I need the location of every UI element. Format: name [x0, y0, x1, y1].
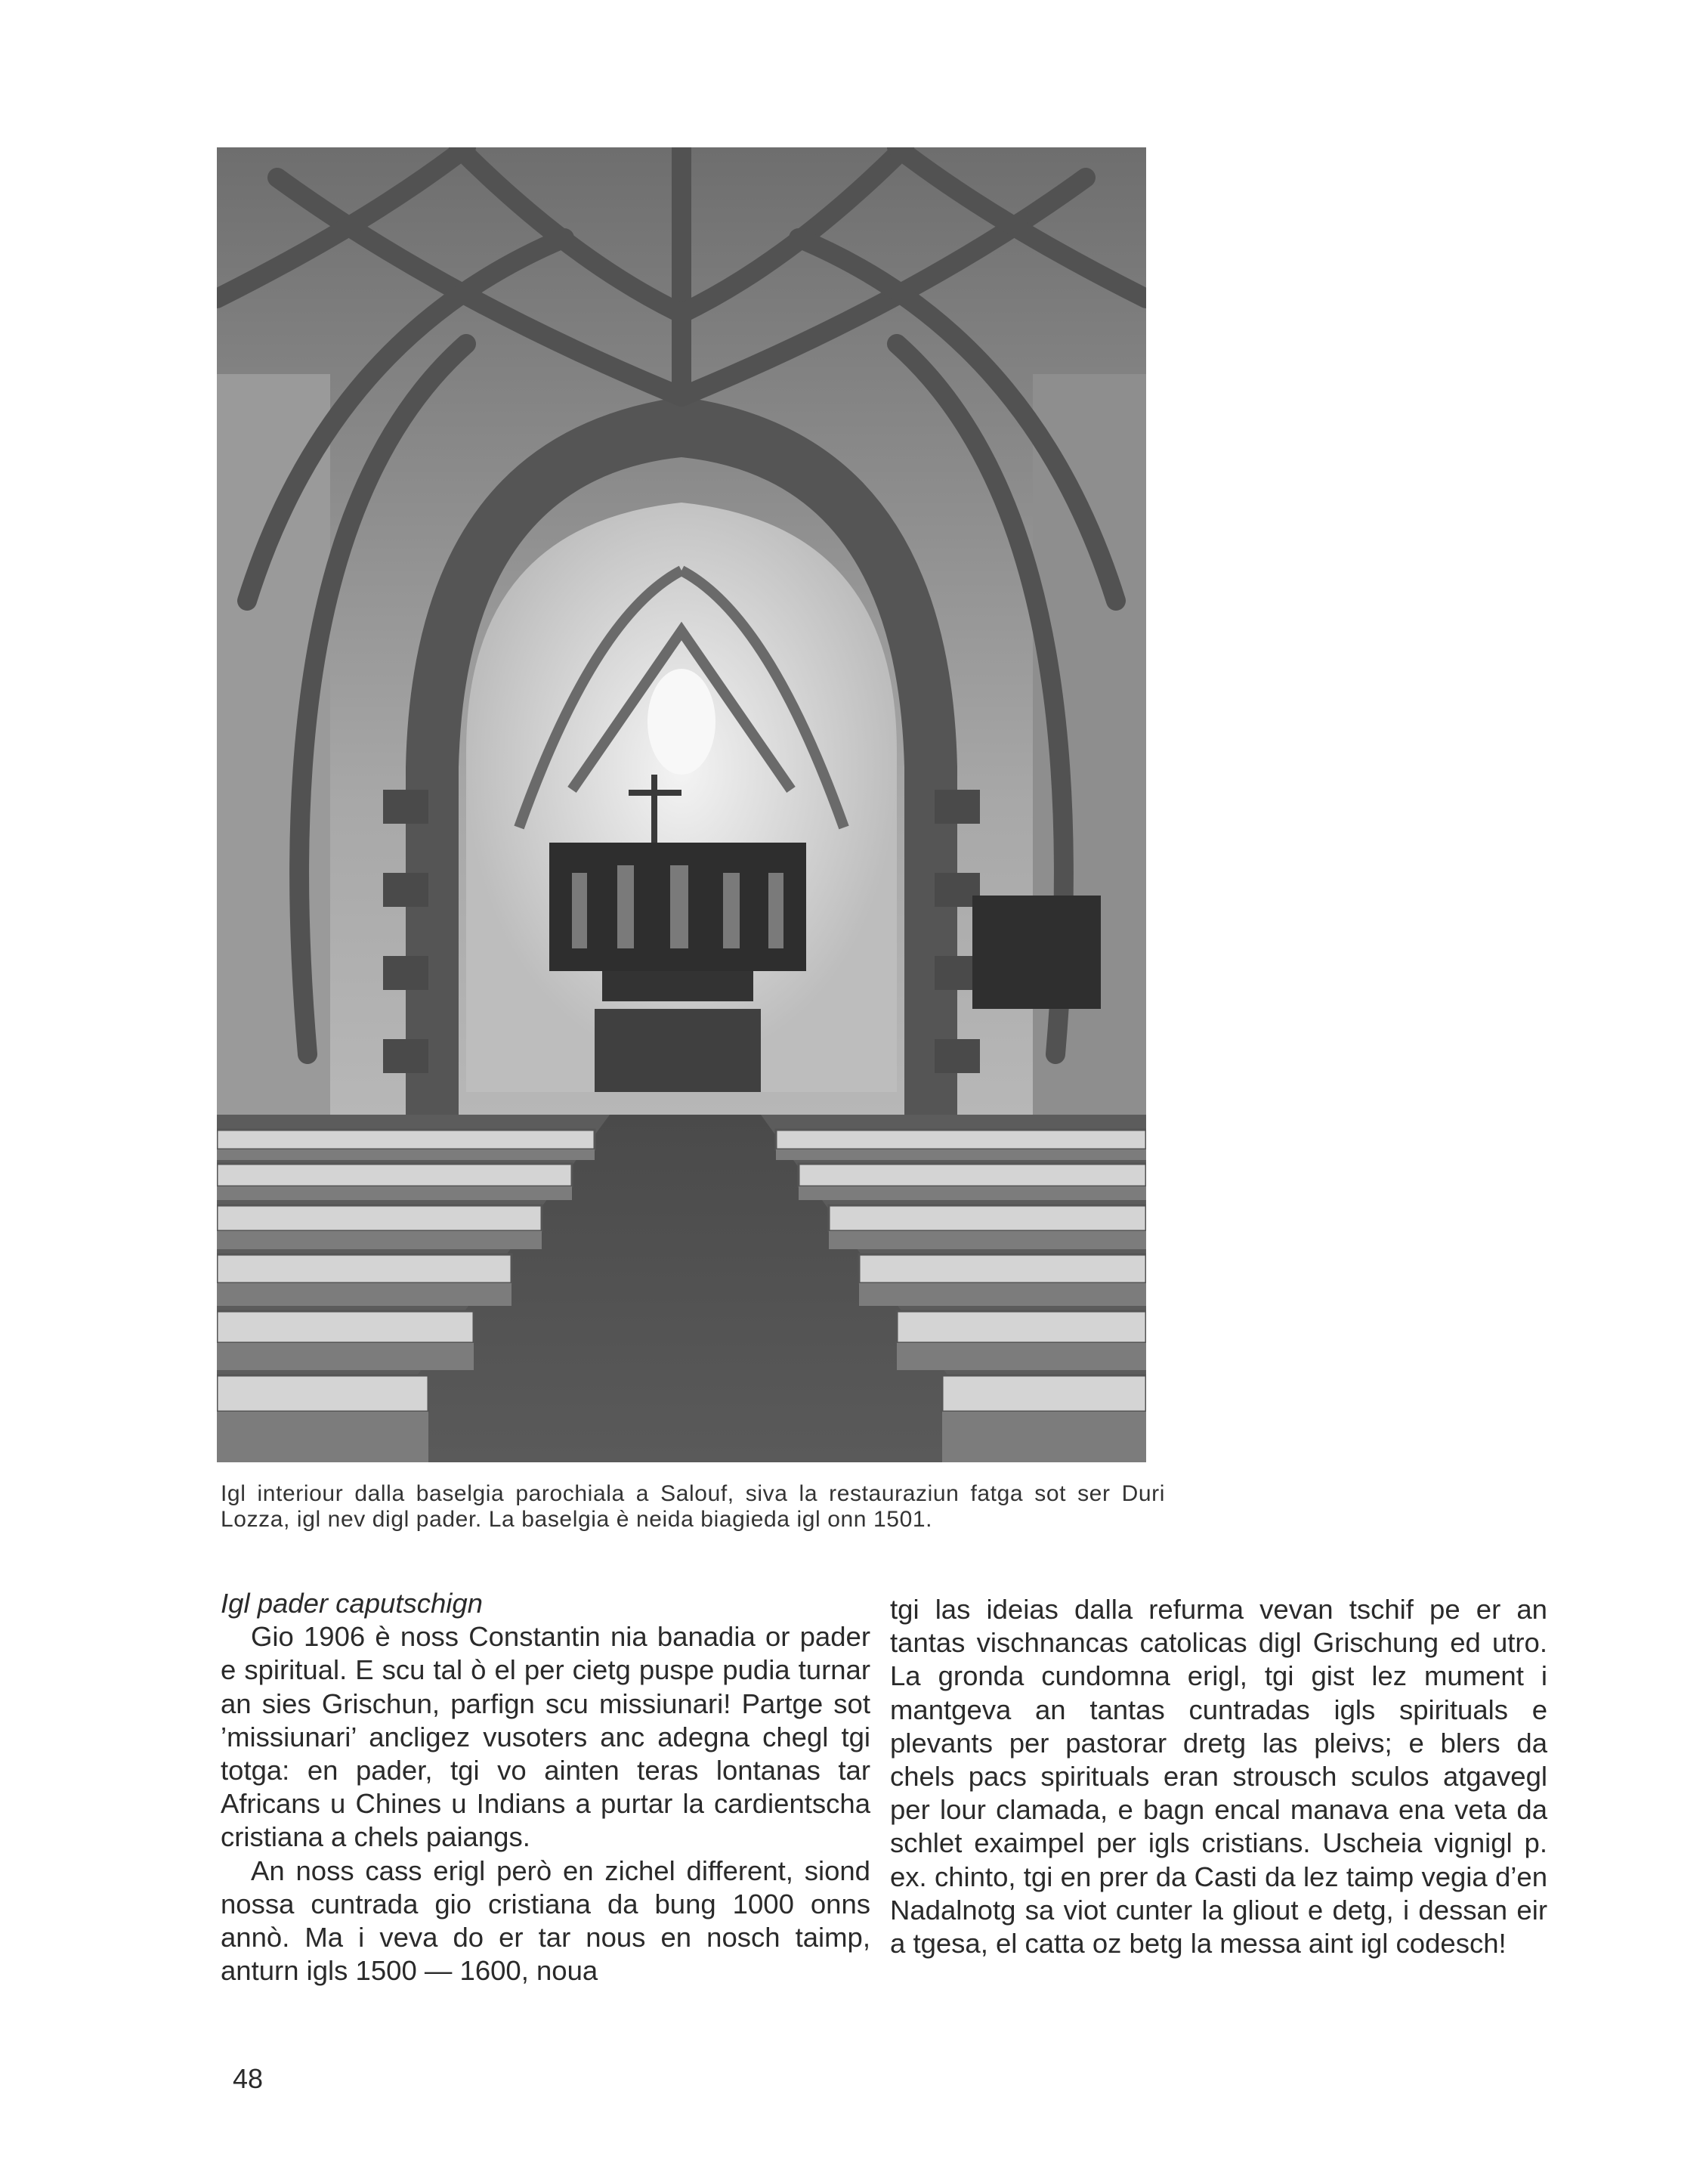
text-column-left [221, 1587, 870, 1988]
text-column-right [890, 1587, 1547, 1960]
photo-caption: Igl interiour dalla baselgia parochiala a Salouf, siva la restauraziun fatga sot ser Duri Lozza, igl nev digl pader. La baselgia è neida biagieda igl onn 1501. [221, 1481, 1165, 1532]
photo-illustration [217, 147, 1146, 1462]
paragraph: tgi las ideias dalla refurma vevan tschif pe er an tantas vischnancas catolicas digl Grischung ed utro. La gronda cundomna erigl, tgi gist lez mument i mantgeva an tantas cuntradas igls spirituals e plevants per pastorar dretg las pleivs; e blers da chels pacs spirituals eran strousch sculos atgavegl per lour clamada, e bagn encal manava ena veta da schlet exaimpel per igls cristians. Uscheia vignigl p. ex. chinto, tgi en prer da Casti da lez taimp vegia d’en Nadalnotg sa viot cunter la gliout e detg, i dessan eir a tgesa, el catta oz betg la messa aint igl codesch! [890, 1594, 1547, 1960]
paragraph: Gio 1906 è noss Constantin nia banadia or pader e spiritual. E scu tal ò el per cietg puspe pudia turnar an sies Grischun, parfign scu missiunari! Partge sot ’missiunari’ ancligez vusoters anc adegna chegl tgi totga: en pader, tgi vo ainten teras lontanas tar Africans u Chines u Indians a purtar la cardientscha cristiana a chels paiangs. [221, 1621, 870, 1853]
section-subheading: Igl pader caputschign [221, 1588, 483, 1619]
paragraph: An noss cass erigl però en zichel different, siond nossa cuntrada gio cristiana da bung 1000 onns annò. Ma i veva do er tar nous en nosch taimp, anturn igls 1500 — 1600, noua [221, 1855, 870, 1987]
church-interior-photo [217, 147, 1146, 1462]
page-number: 48 [233, 2063, 264, 2094]
